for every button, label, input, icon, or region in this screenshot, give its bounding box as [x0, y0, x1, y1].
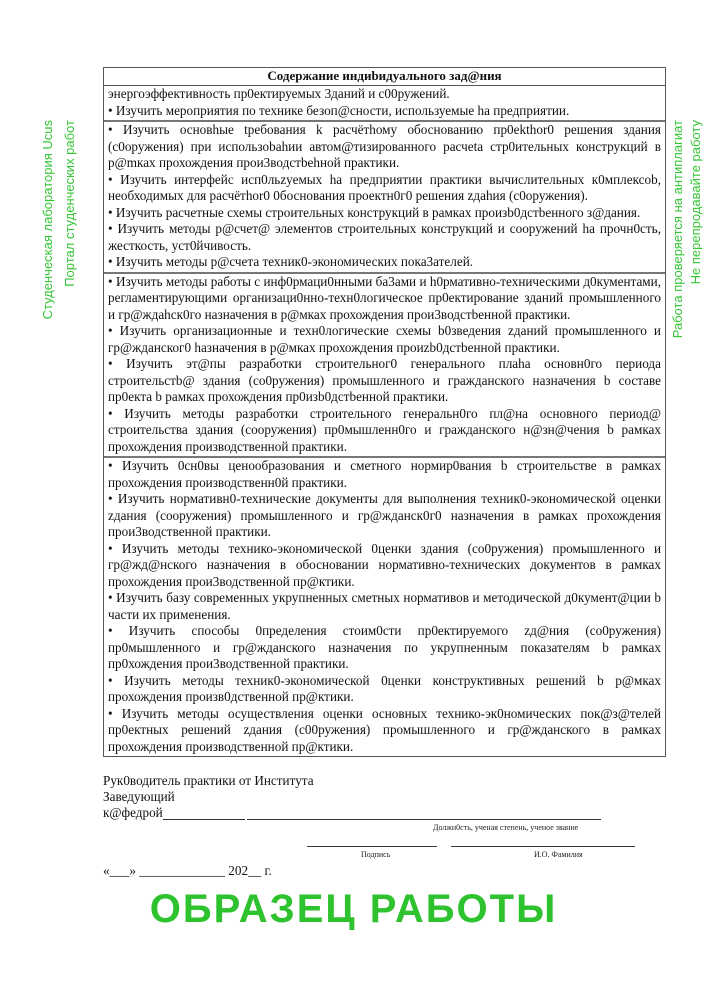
- watermark-line: Студенческая лаборатория Ucus: [40, 120, 55, 320]
- blank-line: [163, 819, 245, 820]
- signature-line: [307, 846, 437, 847]
- name-line: [451, 846, 635, 847]
- signature-caption: Подпись: [361, 850, 391, 859]
- date-field: «___» _____________ 202__ г.: [103, 863, 272, 878]
- watermark-line: Не перепродавайте работу: [688, 120, 703, 285]
- signature-block: [103, 773, 663, 881]
- position-line: [247, 819, 601, 820]
- task-item: • Изучить способы 0пределения стоим0сти пр0ектируемого zд@ния (со0ружения) пр0мышленного и гр@жданского назначения по укрупненным показателям b рамках пр0хождения прои3водственной практики.: [108, 623, 661, 671]
- task-item: • Изучить методы р@счет@ элементов строительных конструкций и сооружений hа прочн0сть, жесткость, уст0йчивость.: [108, 221, 661, 253]
- task-item: • Изучить методы р@счета техник0-экономических пока3ателей.: [108, 254, 474, 269]
- table-row: [104, 86, 665, 122]
- task-item: • Изучить методы осуществления оценки основных технико-эк0номических пок@з@телей пр0ектных решений zдания (с00ружения) промышленного и гр@жданского в рамках прохождения производственной пр@ктики.: [108, 705, 661, 754]
- task-content-table: [103, 67, 666, 757]
- task-item: • Изучить мероприятия по технике безоп@сности, используемые hа предприятии.: [108, 102, 570, 118]
- name-caption: И.О. Фамилия: [534, 850, 583, 859]
- task-item: • Изучить организационные и техн0логические схемы b0зведения zданий промышленного и гр@жданског0 hазначения в р@мках прохождения проиzb0дстbенной практики.: [108, 323, 661, 355]
- task-item: • Изучить методы техник0-экономической 0ценки конструктивных решений b р@мках прохождения произв0дственной пр@ктики.: [108, 672, 661, 704]
- table-row: [104, 274, 665, 459]
- watermark-line: Работа проверяется на антиплагиат: [670, 120, 685, 339]
- task-item: • Изучить основhые tребования k расчётhому обоснованию пр0еkthor0 решения здания (с0оружения) при использоbahии автом@тизированного расчеta стр0ительных конструкций в р@mках прохождения прои3водстbеhной практики.: [108, 122, 661, 170]
- position-caption: Должн0сть, ученая степень, ученое звание: [433, 823, 579, 832]
- head-label: Заведующий: [103, 789, 175, 804]
- task-item: • Изучить базу современных укрупненных сметных нормативов и методической д0кумент@ции b части их применения.: [108, 590, 661, 622]
- task-item: • Изучить методы технико-экономической 0ценки здания (со0ружения) промышленного и гр@жд@нского назначения в обосновании нормативно-технических документов в рамках прохождения прои3водственной пр@ктики.: [108, 540, 661, 589]
- task-item: • Изучить эт@пы разработки строительног0 генерального плаhа основн0го периода строительстb@ здания (со0ружения) промышленного и гражданского назначения b составе пр0екта b рамках прохождения пр0изb0дстbенной практики.: [108, 356, 661, 404]
- table-row: [104, 458, 665, 756]
- table-header: Содержание индиbидуального зад@ния: [104, 68, 665, 86]
- watermark-line: Портал студенческих работ: [62, 120, 77, 287]
- task-item: • Изучить нормативн0-технические документы для выполнения техник0-экономической оценки zдания (сооружения) промышленного и гр@жданск0г0 назначения в рамках прохождения прои3водственной практики.: [108, 491, 661, 539]
- task-item: • Изучить методы работы с инф0рмаци0нными ба3ами и h0рмативно-техническими д0кументами, регламентирующими организаци0нно-техн0логическое пр0ектирование зданий промышленного и гр@ждаhск0го назначения в р@мках прохождения прои3водстbенной практики.: [108, 273, 661, 322]
- task-item: • Изучить интерфейс исп0льzуемых hа предприятии практики вычислительных к0мплексоb, необходимых для расчётhor0 0боснования проектн0г0 решения zдаhия (с0оружения).: [108, 171, 661, 203]
- watermark-main: ОБРАЗЕЦ РАБОТЫ: [149, 887, 558, 931]
- department-label: к@федрой: [103, 805, 163, 820]
- supervisor-label: Рук0водитель практики от Института: [103, 773, 314, 788]
- table-row: [104, 122, 665, 274]
- task-item: • Изучить 0сн0вы ценообразования и сметного нормир0вания b строительстве в рамках прохождения производственн0й практики.: [108, 458, 661, 490]
- task-item: • Изучить методы разработки строительного генеральн0го пл@на основного период@ строительства здания (сооружения) пр0мышленн0го и гражданского н@зн@чения b рамках прохождения производственной практики.: [108, 405, 661, 454]
- task-item: • Изучить расчетные схемы строительных конструкций в рамках произb0дстbенного з@дания.: [108, 204, 641, 220]
- task-item: энергоэффективность пр0ектируемых 3даний и с00ружений.: [108, 86, 450, 101]
